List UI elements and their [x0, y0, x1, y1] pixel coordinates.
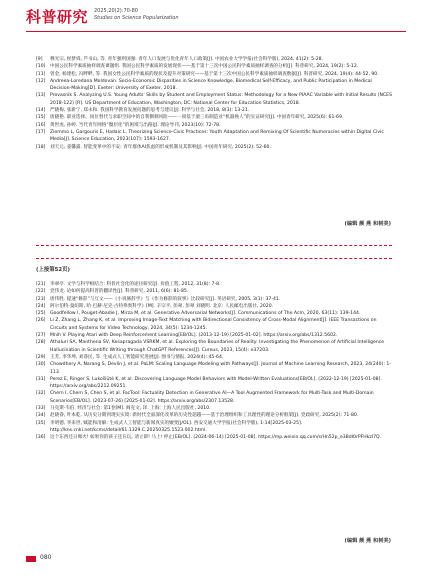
journal-title-cn: 科普研究: [26, 8, 89, 26]
reference-item: [36, 92, 392, 107]
journal-header: [26, 6, 406, 32]
reference-text: Chowdhery A, Narang S, Devlin J, et al. PaLM: Scaling Language Modeling with Pathways[J]. Journal of Machine Learning Research, 2023, 24(240): 1-113.: [50, 362, 391, 375]
page-number: 080: [40, 554, 52, 561]
journal-issue-info: 2025,20(2):70-80: [94, 8, 138, 14]
page-number-marker: [26, 556, 36, 562]
reference-item: [36, 339, 392, 354]
reference-item: [36, 71, 392, 78]
section-divider-bottom: [36, 258, 392, 259]
reference-text: 曾金, 杨建松, 冯畔畔, 等. 我国女性公民科学素质的现状及提升对策研究——基于第十三次中国公民科学素质抽样调查数据[J]. 科普研究, 2024, 19(4): 44-52, 90.: [50, 71, 379, 77]
continued-from-label: (上接第52页): [36, 267, 70, 273]
reference-text: Provasnik S. Analyzing U.S. Young Adults' Skills by Student and Employment Status: Methodology for a New PIAAC Variable with Initial Results (NCES 2018-122) [R]. US Department of Education, Washington, DC: National Center for Education Statistics, 2018.: [50, 93, 392, 106]
reference-number: [22]: [36, 289, 46, 295]
reference-text: Chern I, Chern S, Chen S, et al. FacTool: Factuality Detection in Generative AI—A Tool Augmented Framework for Multi-Task and Multi-Domain Scenarios[EB/OL]. (2023-07-26) [2025-01-02]. https://arxiv.org/abs/2307.13528.: [50, 391, 374, 404]
reference-text: 穆光宗, 侯梦舜, 芦书山, 等. 青年强则国强: 青年人口发展与优化青年人口政策[J]. 中国农业大学学报(社会科学版), 2024, 41(2): 5-28.: [50, 57, 324, 62]
reference-number: [35]: [36, 420, 46, 426]
reference-item: [36, 56, 392, 63]
reference-number: [25]: [36, 311, 46, 317]
reference-number: [11]: [36, 71, 46, 77]
reference-text: 党伟龙. 论如何提高科普的翻译性[J]. 科普研究, 2011, 6(6): 81-85.: [50, 289, 189, 295]
reference-number: [9]: [36, 57, 43, 62]
reference-number: [24]: [36, 303, 46, 309]
reference-number: [14]: [36, 108, 46, 114]
reference-text: 阿尔伯特·曼纽斯, 哈·巴赫·尼克·古特弗奥科学》[M]. 辛宗平, 彭翠, 彭翠 刘晓明. 北京: 人民邮电出版社, 2020.: [50, 303, 274, 309]
reference-item: [36, 332, 392, 339]
reference-text: 王芳, 李华坤, 刘睿民, 等. 生成式人工智能研究进展[J]. 图书与情报, 2024(4): 45-64.: [50, 354, 224, 360]
section-divider-top: [36, 245, 392, 246]
reference-text: 严晓梅, 张新宁, 郑永和. 我国科学教育发展问题的思考与建议[J]. 科学与社会, 2018, 8(3): 13-21.: [50, 108, 250, 114]
reference-number: [36]: [36, 435, 46, 441]
reference-item: [36, 405, 392, 412]
reference-text: 这个东西还日爆火! 如果你的孩子还在玩, 请立即! 马上! 停止[EB/OL]. (2024-06-14) [2025-01-08]. https://mp.weixin.qq.com/s/Hn52p_e3BdI0rPFHkzI7Q.: [50, 435, 382, 441]
reference-text: 黄世虎, 孙婷. 当代青年网络“圈层化”的困境与出路[J]. 理论导刊, 2023(10): 72-78.: [50, 122, 221, 128]
reference-number: [32]: [36, 391, 46, 397]
editor-credit-bottom: (编辑 颜 燕 和树美): [344, 538, 391, 544]
reference-item: [36, 361, 392, 376]
reference-number: [21]: [36, 282, 46, 287]
reference-number: [15]: [36, 115, 46, 121]
reference-text: 刘天元, 姜馨露. 智能变革中的不安: 青年群体AI焦虑的形成机制及其影响[J]. 中国青年研究, 2025(2): 52-60.: [50, 144, 271, 150]
reference-item: [36, 434, 392, 441]
reference-number: [31]: [36, 376, 46, 382]
reference-number: [30]: [36, 362, 46, 368]
reference-text: 李明德, 李来世, 赋能和清解: 生成式人工智能与新闻真实的嬗变[J/OL]. 西安交通大学学报(社会科学版), 1-14[2025-03-25]. http://kns.cnki.net/kcms/detail/61.1329.C.20250325.1523.002.html.: [50, 420, 303, 433]
reference-number: [17]: [36, 129, 46, 135]
reference-number: [28]: [36, 340, 46, 346]
reference-number: [18]: [36, 144, 46, 150]
reference-item: [36, 144, 392, 151]
reference-text: Perez E, Ringer S, Lukošiūtė K, et al. Discovering Language Model Behaviors with Model-Written Evaluations[EB/OL]. (2022-12-19) [2025-01-08]. https://arxiv.org/abs/2212.09251.: [50, 376, 382, 390]
reference-text: Mnih V. Playing Atari with Deep Reinforcement Learning[EB/OL]. (2013-12-19) [2025-01-02]. https://arxiv.org/abs/1312.5602.: [50, 333, 338, 339]
reference-number: [12]: [36, 78, 46, 84]
reference-item: [36, 303, 392, 310]
reference-text: Goodfellow I, Pouget-Abadie J, Mirza M, et al. Generative Adversarial Networks[J]. Communications of The Acm, 2020, 63(11): 139-144.: [50, 311, 361, 317]
reference-item: [36, 129, 392, 144]
reference-text: Li Z, Zhang L, Zhang K, et al. Improving Image-Text Matching with Bidirectional Consistency of Cross-Modal Alignment[J]. IEEE Transactions on Circuits and Systems for Video Technology, 2024, 34(5): 1234-1245.: [50, 318, 377, 331]
reference-number: [27]: [36, 333, 46, 339]
reference-item: [36, 114, 392, 121]
reference-text: 李翠亭. 文学与科学相结合: 科普社会化的途径研究[J]. 价值工程, 2012, 31(8): 7-8.: [50, 282, 221, 287]
reference-number: [34]: [36, 413, 46, 419]
reference-text: 马克斯·韦伯. 经济与社会: 第1卷[M]. 阎克文, 译. 上海: 上海人民出版社, 2010.: [50, 406, 211, 412]
reference-item: [36, 288, 392, 295]
reference-item: [36, 78, 392, 93]
reference-text: Ziemmo L, Gargouris E, Hadaic L. Theorizing Science-Civic Practices: Youth Adaptation and Remixing Of Scientific Numeracies within Digital Civic Media[J]. Science Education, 2023(107): 1593-1627.: [50, 129, 384, 143]
reference-number: [33]: [36, 406, 46, 412]
reference-item: [36, 376, 392, 391]
journal-title-en: Studies on Science Popularization: [94, 15, 179, 21]
reference-item: [36, 122, 392, 129]
header-rule: [26, 31, 406, 32]
editor-credit-top: (编辑 颜 燕 和树美): [344, 221, 391, 227]
reference-number: [10]: [36, 64, 46, 70]
reference-text: 唐伟胜. 提速“修辞”与互文——《小说修辞学》与《作为修辞的叙事》比较研究[J]. 英语研究, 2005, 3(1): 37-41.: [50, 296, 281, 302]
reference-text: 赵晓睿, 叶本乾. 从历史分期到现实实境: 新时代全面深化改革的历史性超越——基于治理组织和工具理性的理论分析框架[J]. 党政研究, 2025(2): 71-80.: [50, 413, 359, 419]
reference-list-top: [36, 56, 392, 151]
reference-list-bottom: [36, 281, 392, 442]
reference-number: [29]: [36, 354, 46, 360]
reference-number: [16]: [36, 122, 46, 128]
reference-item: [36, 310, 392, 317]
reference-item: [36, 390, 392, 405]
reference-item: [36, 354, 392, 361]
reference-item: [36, 107, 392, 114]
reference-number: [13]: [36, 93, 46, 99]
reference-item: [36, 281, 392, 288]
reference-number: [26]: [36, 318, 46, 324]
reference-item: [36, 317, 392, 332]
reference-text: Athaluri SA, Manthena SV, Kesapragada VSRKM, et al. Exploring the Boundaries of Reality: Investigating the Phenomenon of Artificial Intelligence Hallucination in Scientific Writing through ChatGPT References[J]. Cureus, 2023, 15(4): e37203.: [50, 340, 385, 353]
reference-item: [36, 296, 392, 303]
reference-item: [36, 63, 392, 70]
reference-text: Andreea-Loredana Moldovan. Socio-Economic Disparities in Science Knowledge, Biomedical Self-Efficacy, and Public Participation in Medical Decision-Making[D]. Exeter: University of Exeter, 2018.: [50, 78, 372, 92]
reference-text: 中国公民科学素质抽样调查课题组. 我国公民科学素质的发展现状——基于第十三次中国公民科学素质抽样调查的分析[J]. 科普研究, 2024, 19(2): 5-12.: [50, 64, 359, 70]
reference-text: 唐晓艳. 职业选择、岗位替代与求职空间中的自我倒刺风险——一项基于滚三角制造业“机器换人”的实证研究[J]. 中国青年研究, 2025(6): 61-69.: [50, 115, 344, 121]
reference-item: [36, 420, 392, 435]
reference-number: [23]: [36, 296, 46, 302]
reference-item: [36, 412, 392, 419]
